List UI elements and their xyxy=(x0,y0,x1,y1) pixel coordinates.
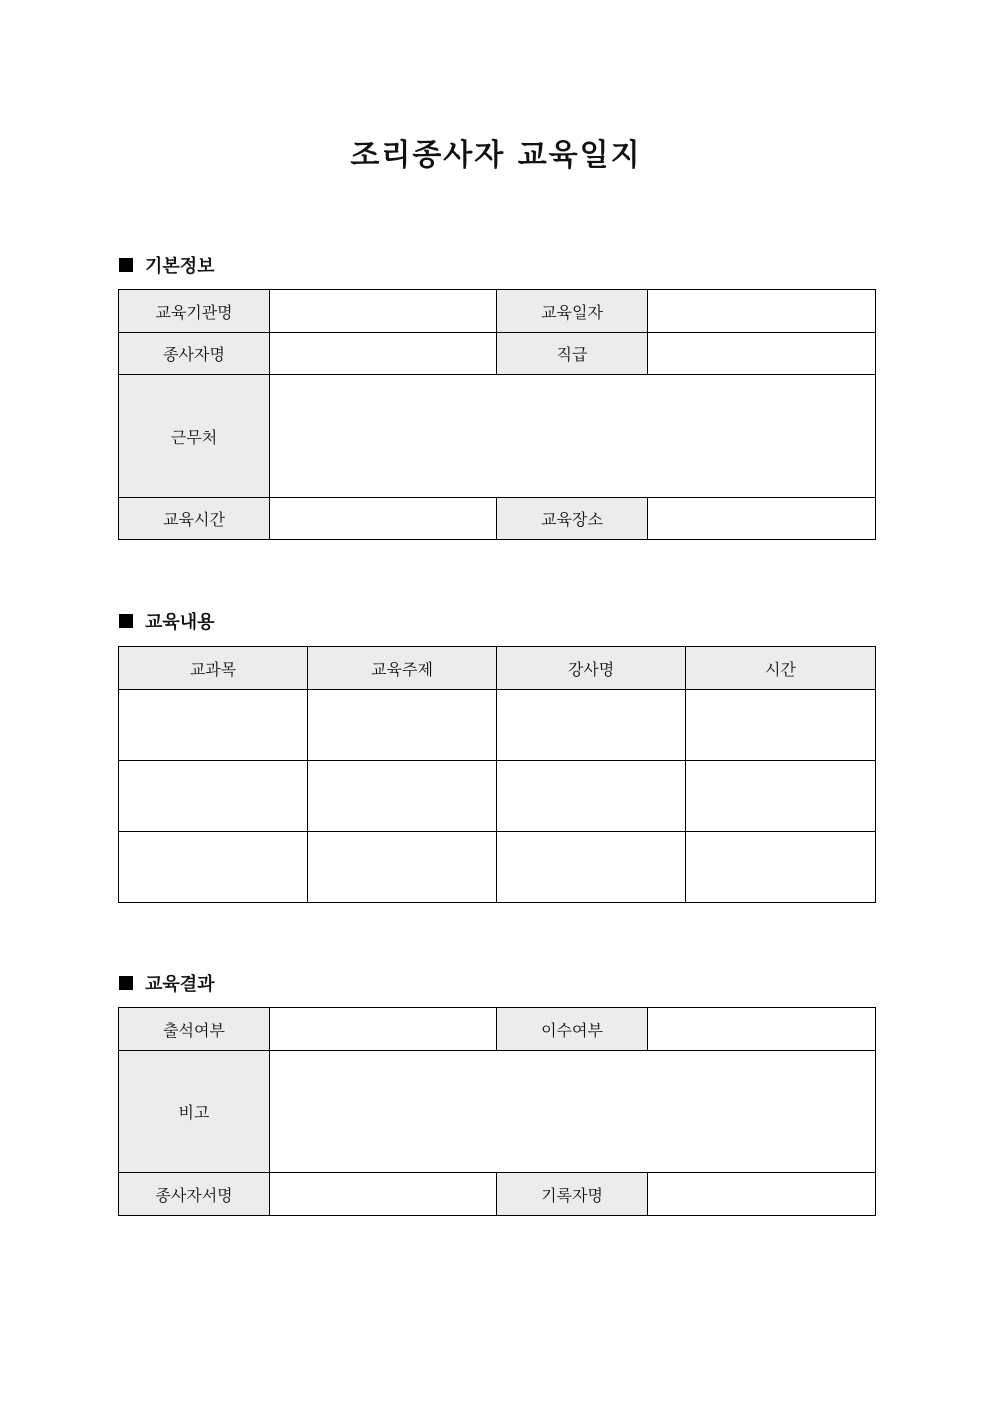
square-bullet-icon xyxy=(119,614,133,628)
table-row xyxy=(119,1051,876,1173)
section-heading-content xyxy=(119,610,215,632)
recorder-name-label: 기록자명 xyxy=(497,1173,648,1216)
topic-cell[interactable] xyxy=(308,832,497,903)
worker-signature-label: 종사자서명 xyxy=(119,1173,270,1216)
square-bullet-icon xyxy=(119,258,133,272)
time-label: 교육시간 xyxy=(119,498,270,540)
time-field[interactable] xyxy=(270,498,497,540)
institution-field[interactable] xyxy=(270,290,497,333)
attendance-field[interactable] xyxy=(270,1008,497,1051)
worker-signature-field[interactable] xyxy=(270,1173,497,1216)
result-table xyxy=(118,1007,876,1216)
table-header-row xyxy=(119,647,876,690)
table-row xyxy=(119,1008,876,1051)
worker-name-label: 종사자명 xyxy=(119,333,270,375)
workplace-label: 근무처 xyxy=(119,375,270,498)
position-field[interactable] xyxy=(648,333,876,375)
section-heading-label: 교육결과 xyxy=(145,974,215,995)
topic-cell[interactable] xyxy=(308,690,497,761)
section-heading-basic-info xyxy=(119,254,215,276)
table-row xyxy=(119,333,876,375)
completion-field[interactable] xyxy=(648,1008,876,1051)
square-bullet-icon xyxy=(119,976,133,990)
table-row xyxy=(119,690,876,761)
subject-cell[interactable] xyxy=(119,832,308,903)
institution-label: 교육기관명 xyxy=(119,290,270,333)
page-title: 조리종사자 교육일지 xyxy=(350,138,642,173)
instructor-cell[interactable] xyxy=(497,832,686,903)
content-table xyxy=(118,646,876,903)
column-header-instructor: 강사명 xyxy=(497,647,686,690)
table-row xyxy=(119,761,876,832)
attendance-label: 출석여부 xyxy=(119,1008,270,1051)
place-field[interactable] xyxy=(648,498,876,540)
table-row xyxy=(119,832,876,903)
workplace-field[interactable] xyxy=(270,375,876,498)
remarks-label: 비고 xyxy=(119,1051,270,1173)
table-row xyxy=(119,1173,876,1216)
section-heading-label: 교육내용 xyxy=(145,612,215,633)
time-cell[interactable] xyxy=(686,832,876,903)
column-header-topic: 교육주제 xyxy=(308,647,497,690)
instructor-cell[interactable] xyxy=(497,761,686,832)
subject-cell[interactable] xyxy=(119,690,308,761)
column-header-subject: 교과목 xyxy=(119,647,308,690)
remarks-field[interactable] xyxy=(270,1051,876,1173)
topic-cell[interactable] xyxy=(308,761,497,832)
place-label: 교육장소 xyxy=(497,498,648,540)
recorder-name-field[interactable] xyxy=(648,1173,876,1216)
section-heading-label: 기본정보 xyxy=(145,256,215,277)
date-field[interactable] xyxy=(648,290,876,333)
table-row xyxy=(119,375,876,498)
section-heading-result xyxy=(119,972,215,994)
table-row xyxy=(119,498,876,540)
instructor-cell[interactable] xyxy=(497,690,686,761)
table-row xyxy=(119,290,876,333)
completion-label: 이수여부 xyxy=(497,1008,648,1051)
column-header-time: 시간 xyxy=(686,647,876,690)
date-label: 교육일자 xyxy=(497,290,648,333)
worker-name-field[interactable] xyxy=(270,333,497,375)
time-cell[interactable] xyxy=(686,761,876,832)
subject-cell[interactable] xyxy=(119,761,308,832)
time-cell[interactable] xyxy=(686,690,876,761)
position-label: 직급 xyxy=(497,333,648,375)
basic-info-table xyxy=(118,289,876,540)
